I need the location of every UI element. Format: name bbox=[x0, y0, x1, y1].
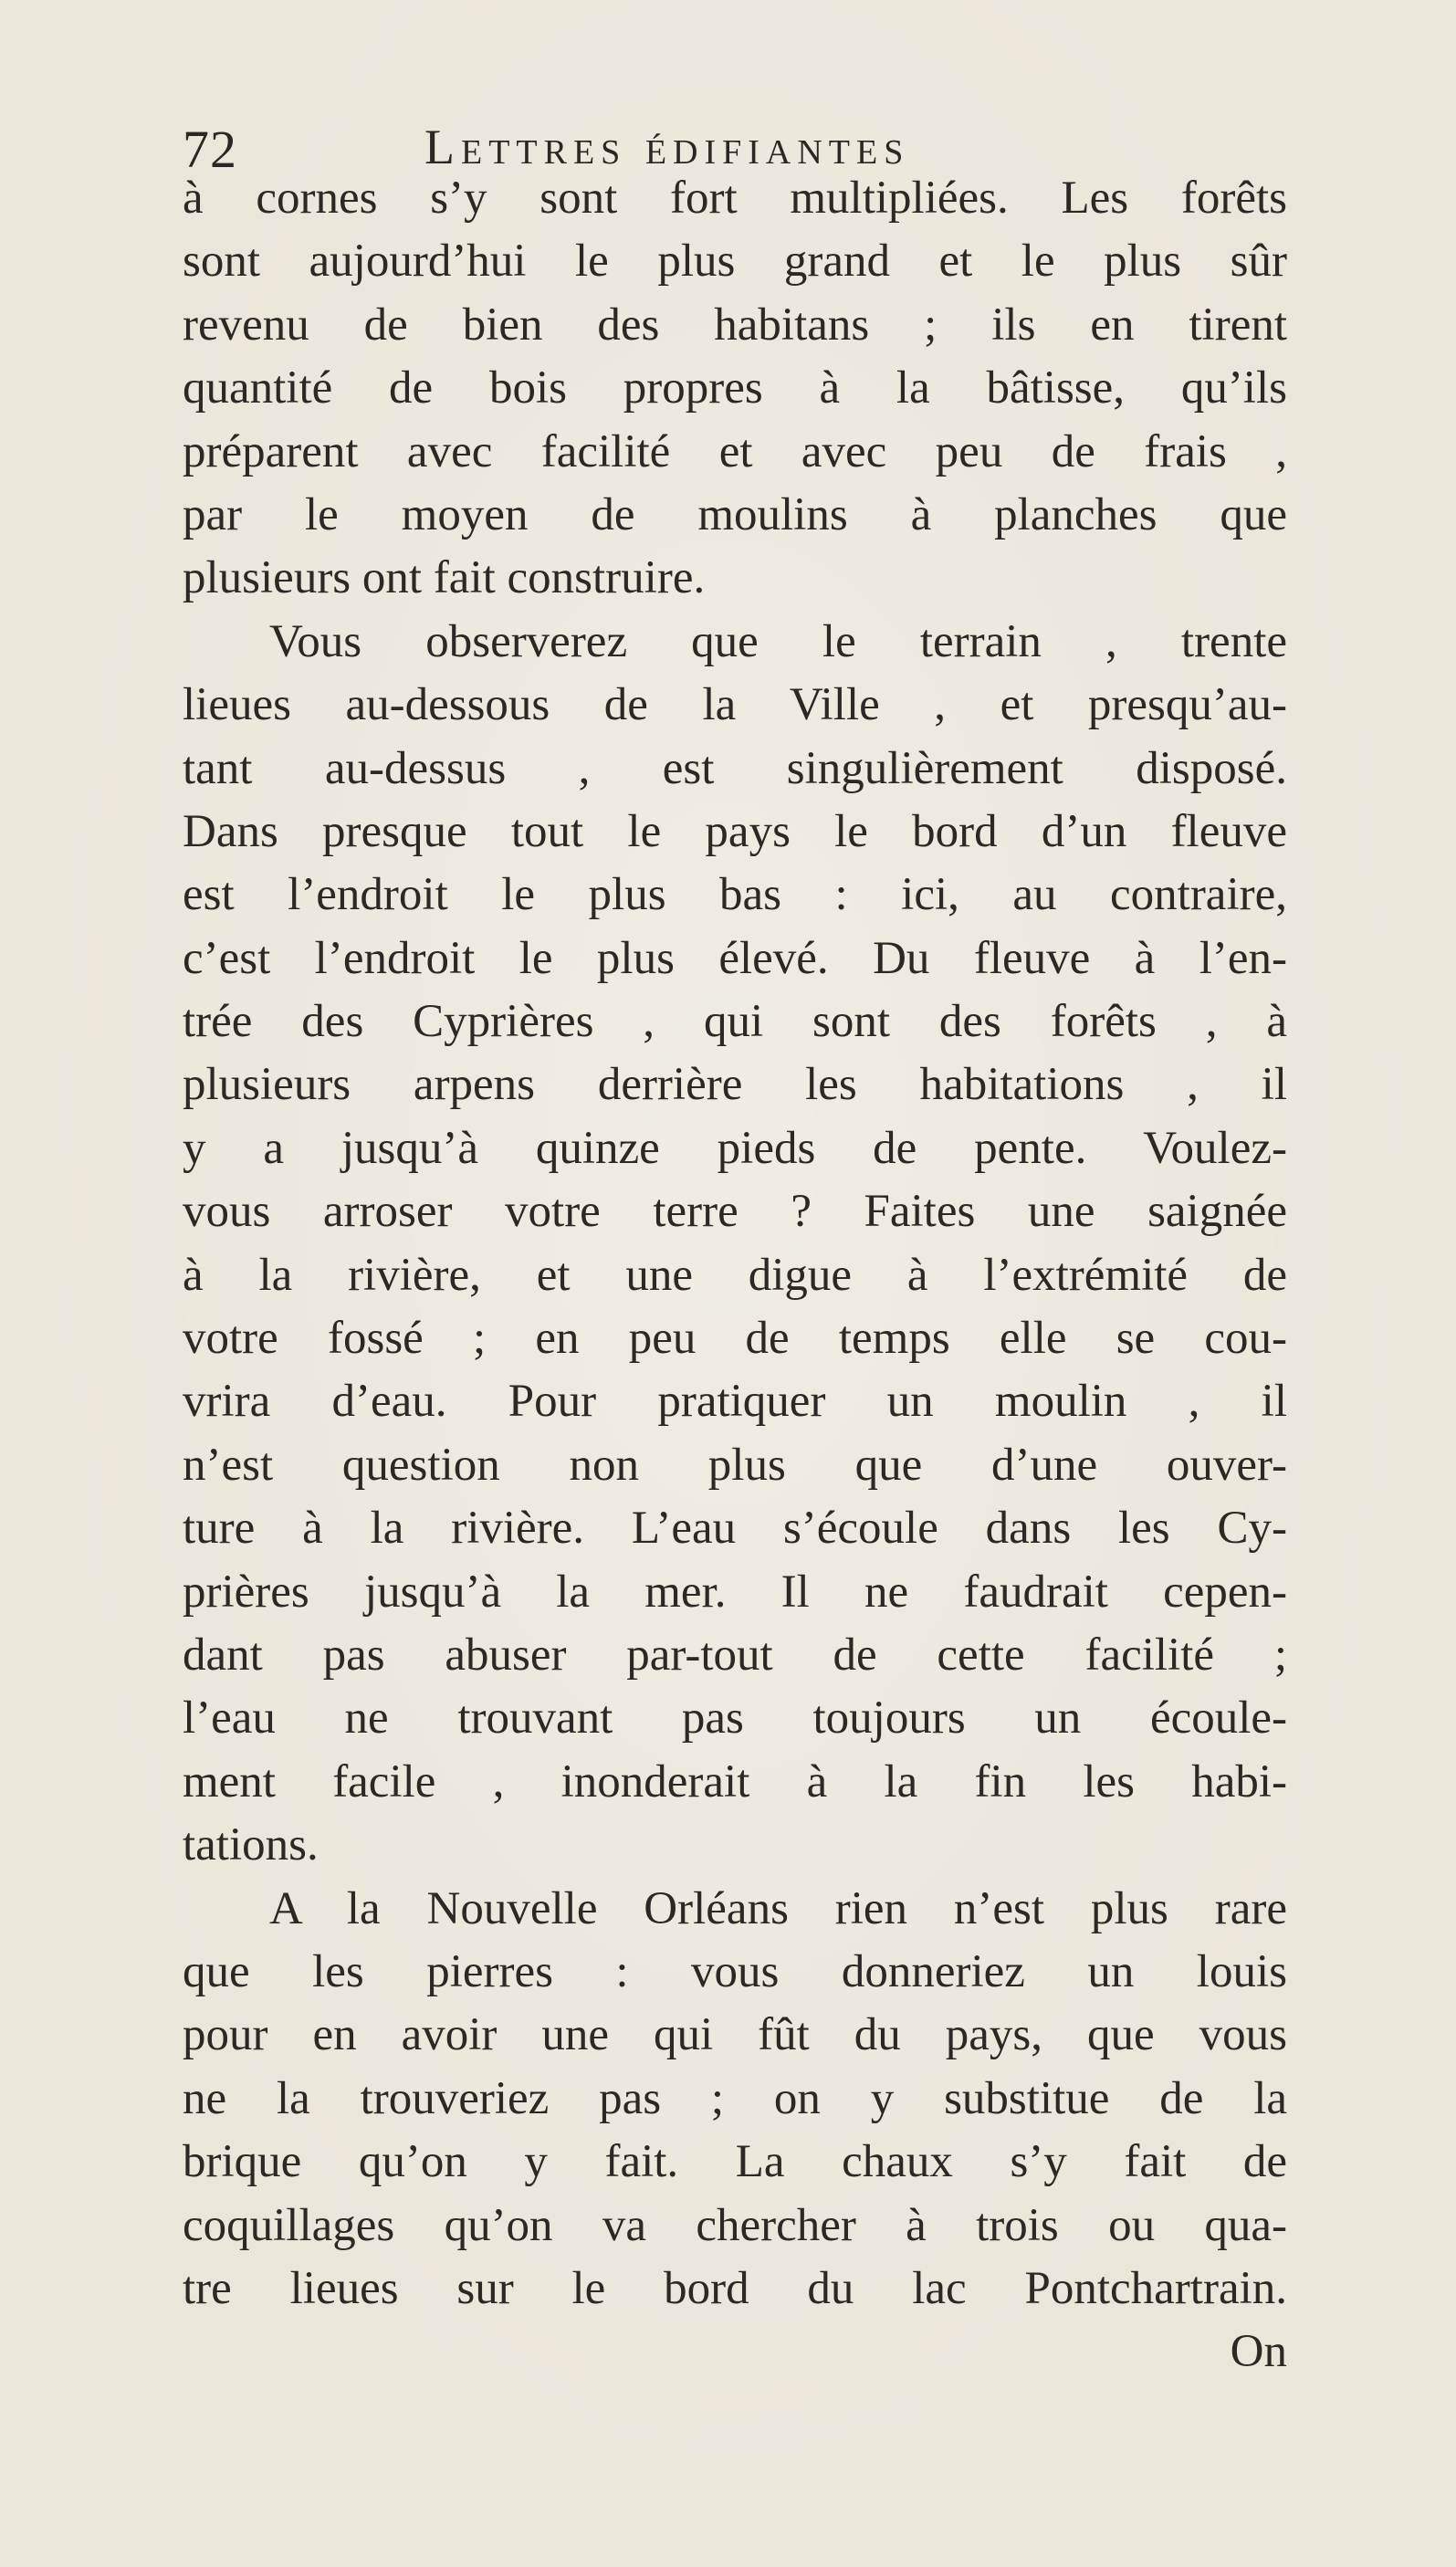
text-line: quantité de bois propres à la bâtisse, qu’ils bbox=[183, 362, 1287, 414]
text-line: dant pas abuser par-tout de cette facilité ; bbox=[183, 1629, 1287, 1681]
text-line: coquillages qu’on va chercher à trois ou qua- bbox=[183, 2199, 1287, 2251]
text-line: que les pierres : vous donneriez un louis bbox=[183, 1945, 1287, 1997]
text-line: est l’endroit le plus bas : ici, au contraire, bbox=[183, 869, 1287, 921]
text-line: y a jusqu’à quinze pieds de pente. Voulez- bbox=[183, 1122, 1287, 1174]
text-line: tations. bbox=[183, 1819, 319, 1871]
text-line: lieues au-dessous de la Ville , et presqu’au- bbox=[183, 679, 1287, 731]
text-line: vous arroser votre terre ? Faites une saignée bbox=[183, 1186, 1287, 1238]
body-text bbox=[183, 167, 1287, 2384]
text-line: vrira d’eau. Pour pratiquer un moulin , il bbox=[183, 1376, 1287, 1428]
paragraph-start-line: A la Nouvelle Orléans rien n’est plus rare bbox=[269, 1882, 1287, 1934]
text-line: Dans presque tout le pays le bord d’un fleuve bbox=[183, 805, 1287, 857]
text-line: ment facile , inonderait à la fin les habi- bbox=[183, 1755, 1287, 1807]
text-line: tre lieues sur le bord du lac Pontchartrain. bbox=[183, 2262, 1287, 2314]
text-line: à cornes s’y sont fort multipliées. Les forêts bbox=[183, 173, 1287, 224]
text-line: prières jusqu’à la mer. Il ne faudrait cepen- bbox=[183, 1566, 1287, 1618]
text-line: plusieurs arpens derrière les habitations , il bbox=[183, 1059, 1287, 1111]
text-line: à la rivière, et une digue à l’extrémité de bbox=[183, 1249, 1287, 1301]
text-line: votre fossé ; en peu de temps elle se cou- bbox=[183, 1313, 1287, 1365]
text-line: ne la trouveriez pas ; on y substitue de la bbox=[183, 2072, 1287, 2124]
text-line: revenu de bien des habitans ; ils en tirent bbox=[183, 299, 1287, 351]
page-number: 72 bbox=[183, 120, 237, 179]
text-line: pour en avoir une qui fût du pays, que vous bbox=[183, 2009, 1287, 2061]
text-line: par le moyen de moulins à planches que bbox=[183, 488, 1287, 540]
catchword: On bbox=[1230, 2326, 1287, 2378]
text-line: plusieurs ont fait construire. bbox=[183, 552, 706, 604]
text-line: c’est l’endroit le plus élevé. Du fleuve à l’en- bbox=[183, 932, 1287, 984]
text-line: tant au-dessus , est singulièrement disposé. bbox=[183, 742, 1287, 794]
text-line: n’est question non plus que d’une ouver- bbox=[183, 1439, 1287, 1491]
text-line: préparent avec facilité et avec peu de frais , bbox=[183, 425, 1287, 477]
text-line: ture à la rivière. L’eau s’écoule dans les Cy- bbox=[183, 1503, 1287, 1555]
paragraph-start-line: Vous observerez que le terrain , trente bbox=[269, 615, 1287, 667]
text-line: brique qu’on y fait. La chaux s’y fait de bbox=[183, 2136, 1287, 2188]
text-line: trée des Cyprières , qui sont des forêts , à bbox=[183, 996, 1287, 1048]
text-line: sont aujourd’hui le plus grand et le plus sûr bbox=[183, 236, 1287, 288]
running-title: Lettres édifiantes bbox=[424, 120, 910, 174]
text-line: l’eau ne trouvant pas toujours un écoule- bbox=[183, 1692, 1287, 1745]
